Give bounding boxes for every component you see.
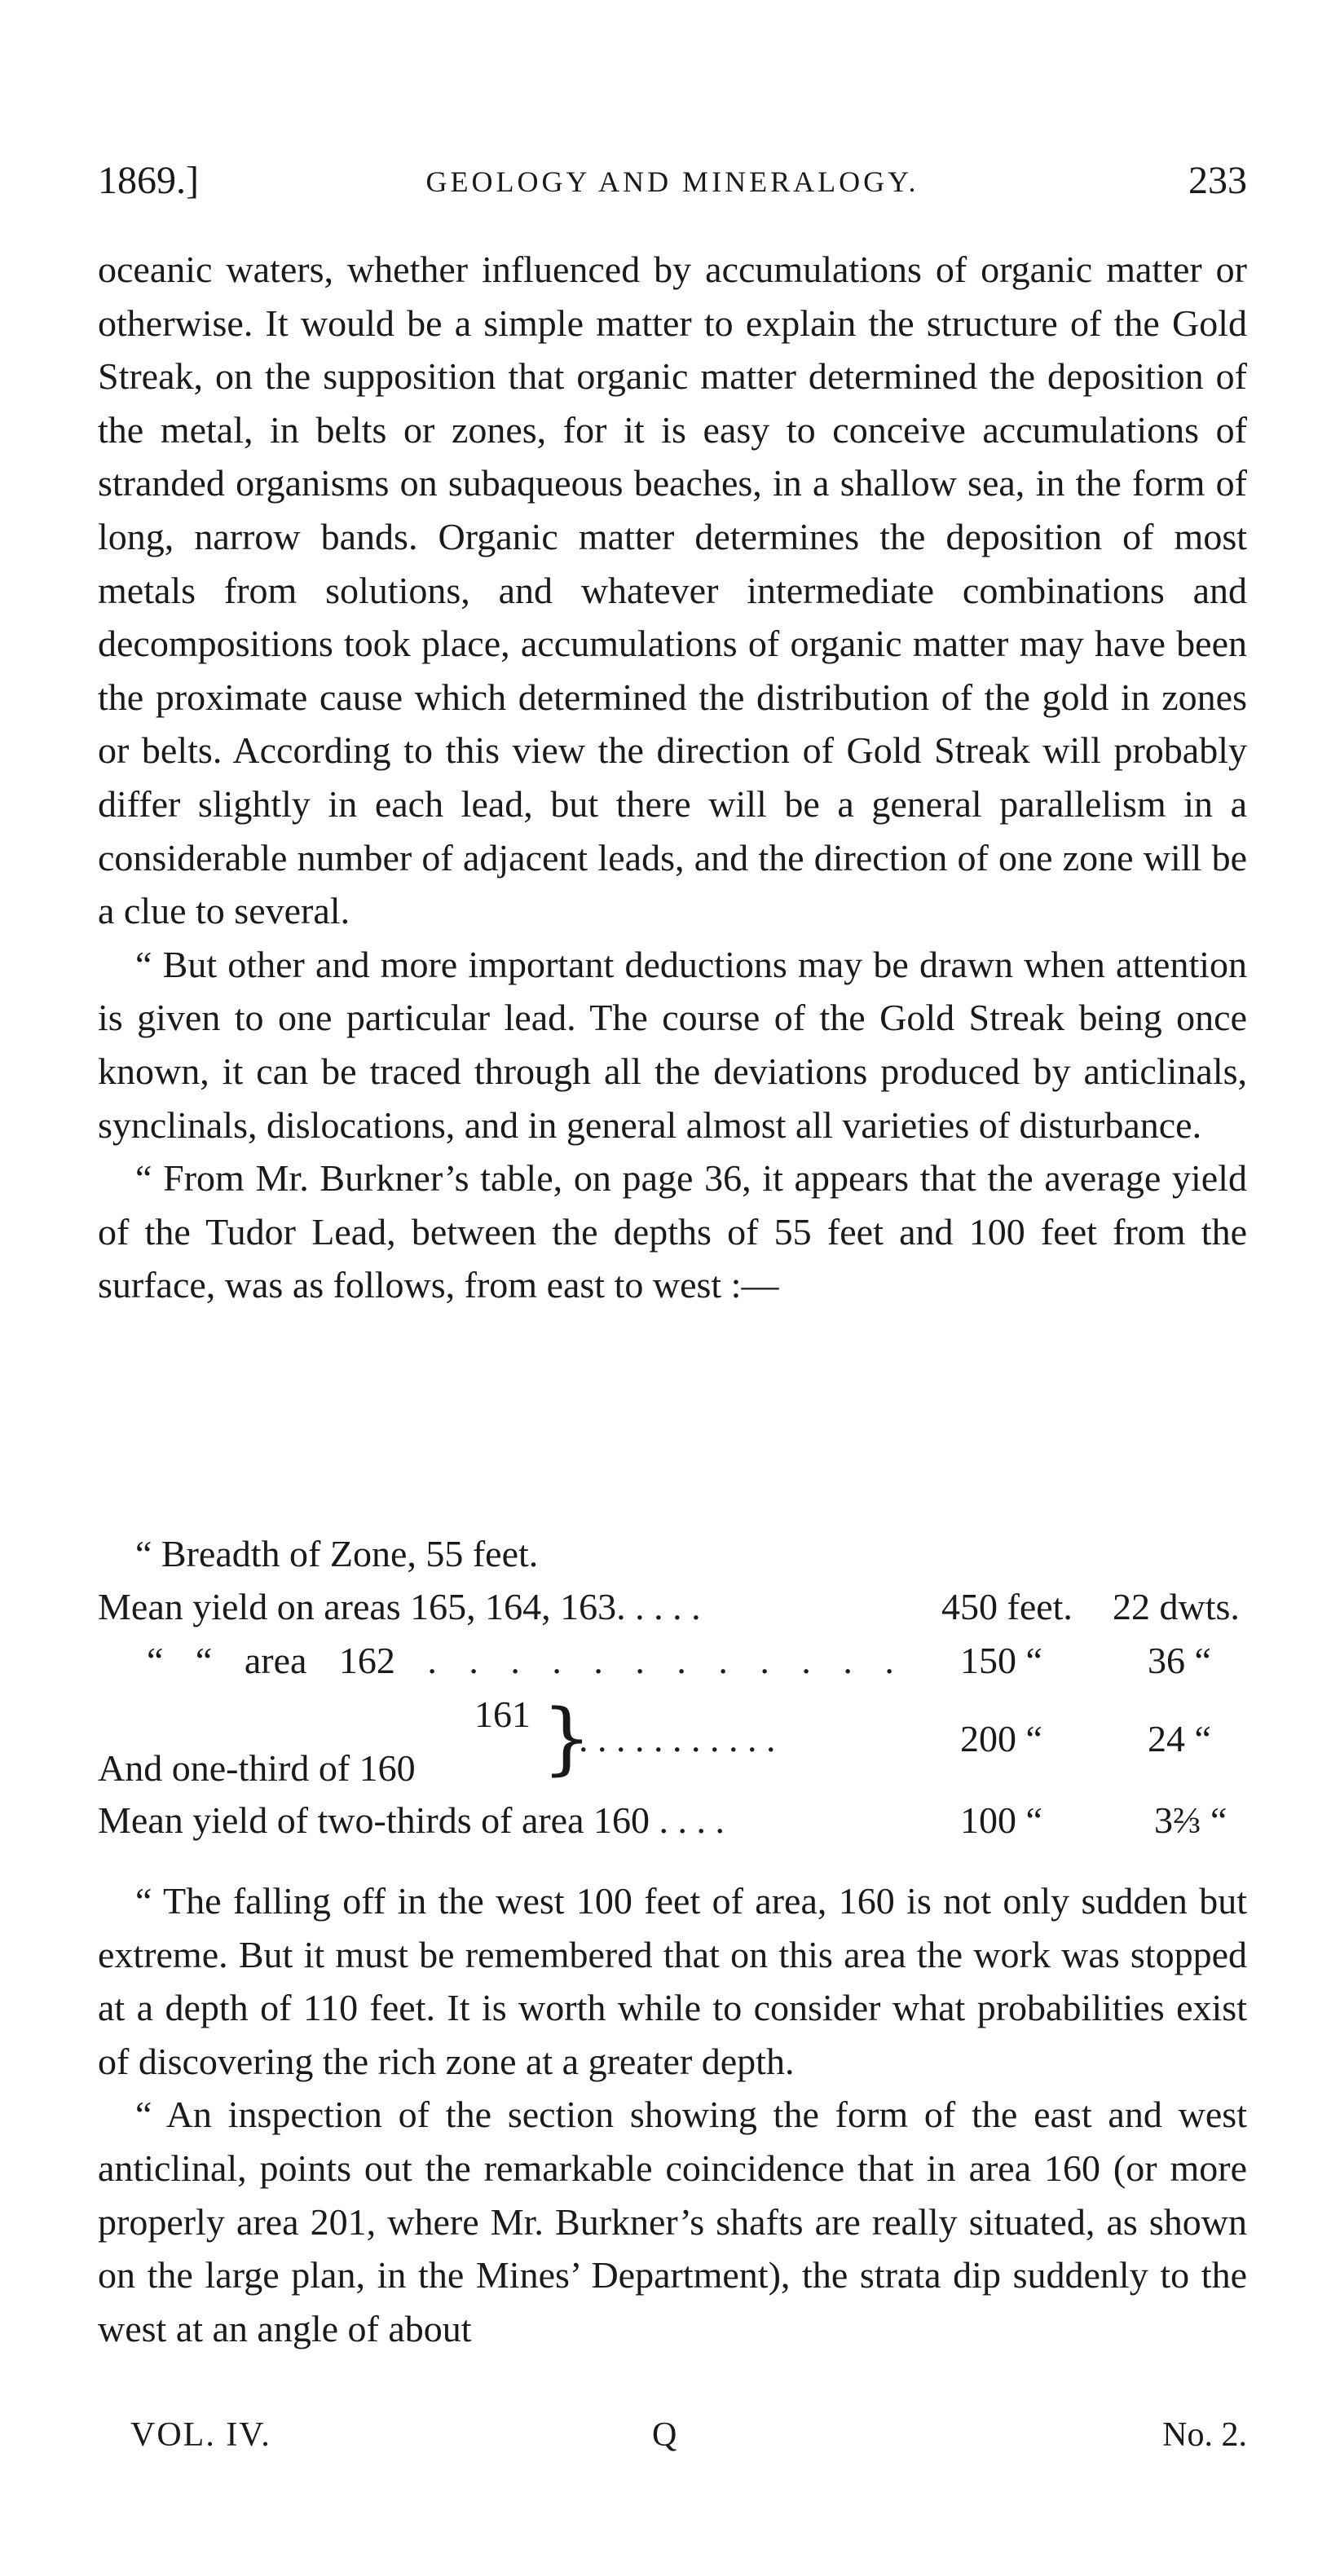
table-row <box>98 1639 1247 1693</box>
page-footer <box>130 2415 1247 2473</box>
row-label: “ “ area 162 . . . . . . . . . . . . <box>147 1640 894 1681</box>
body-text-top <box>98 243 1247 1312</box>
row-dwts: 36 “ <box>1148 1640 1211 1681</box>
row-feet: 100 “ <box>960 1799 1042 1841</box>
paragraph-2: “ But other and more important deductions may be drawn when attention is given to one particular lead. The course of the Gold Streak being once known, it can be traced through all the deviations produced by anticlinals, synclinals, dislocations, and in general almost all varieties of disturbance. <box>98 943 1247 1146</box>
header-year: 1869.] <box>98 159 199 202</box>
row-label: Mean yield on areas 165, 164, 163. . . . . <box>98 1586 701 1627</box>
row-feet: 200 “ <box>960 1718 1042 1759</box>
table-row <box>98 1693 1247 1799</box>
row-dwts: 22 dwts. <box>1113 1586 1240 1627</box>
footer-number: No. 2. <box>1162 2416 1247 2454</box>
row-dots: . . . . . . . . . . . <box>579 1718 776 1759</box>
footer-signature: Q <box>652 2416 677 2454</box>
paragraph-1: oceanic waters, whether influenced by accumulations of organic matter or otherwise. It would be a simple matter to explain the structure of the Gold Streak, on the supposition that organic matter determined the deposition of the metal, in belts or zones, for it is easy to conceive accumulations of stranded organisms on subaqueous beaches, in a shallow sea, in the form of long, narrow bands. Organic matter determines the deposition of most metals from solutions, and whatever intermediate combinations and decompositions took place, accumulations of organic matter may have been the proximate cause which determined the distribution of the gold in zones or belts. According to this view the direction of Gold Streak will probably differ slightly in each lead, but there will be a general parallelism in a considerable number of adjacent leads, and the direction of one zone will be a clue to several. <box>98 249 1247 932</box>
footer-volume: VOL. IV. <box>130 2416 271 2454</box>
row-feet: 450 feet. <box>941 1586 1073 1627</box>
page-number: 233 <box>1188 159 1247 202</box>
table-row <box>98 1585 1247 1639</box>
table-row <box>98 1799 1247 1852</box>
paragraph-4: “ The falling off in the west 100 feet of area, 160 is not only sudden but extreme. But it must be remembered that on this area the work was stopped at a depth of 110 feet. It is worth while to consider what probabilities exist of discovering the rich zone at a greater depth. <box>98 1880 1247 2082</box>
row-dwts: 3⅔ “ <box>1154 1799 1227 1841</box>
running-head <box>98 147 1247 212</box>
brace-icon: } <box>542 1693 593 1784</box>
paragraph-5: “ An inspection of the section showing the form of the east and west anticlinal, points out the remarkable coincidence that in area 160 (or more properly area 201, where Mr. Burkner’s shafts are really situated, as shown on the large plan, in the Mines’ Department), the strata dip suddenly to the west at an angle of about <box>98 2094 1247 2349</box>
body-text-bottom <box>98 1874 1247 2355</box>
row-label: Mean yield of two-thirds of area 160 . . . . <box>98 1799 725 1841</box>
row-label-bottom: And one-third of 160 <box>98 1747 416 1789</box>
row-feet: 150 “ <box>960 1640 1042 1681</box>
header-title: GEOLOGY AND MINERALOGY. <box>425 165 919 198</box>
paragraph-3: “ From Mr. Burkner’s table, on page 36, it appears that the average yield of the Tudor Lead, between the depths of 55 feet and 100 feet from the surface, was as follows, from east to west :— <box>98 1157 1247 1306</box>
row-dwts: 24 “ <box>1148 1718 1211 1759</box>
row-label-top: 161 <box>474 1693 531 1735</box>
table-heading: “ Breadth of Zone, 55 feet. <box>135 1533 539 1574</box>
